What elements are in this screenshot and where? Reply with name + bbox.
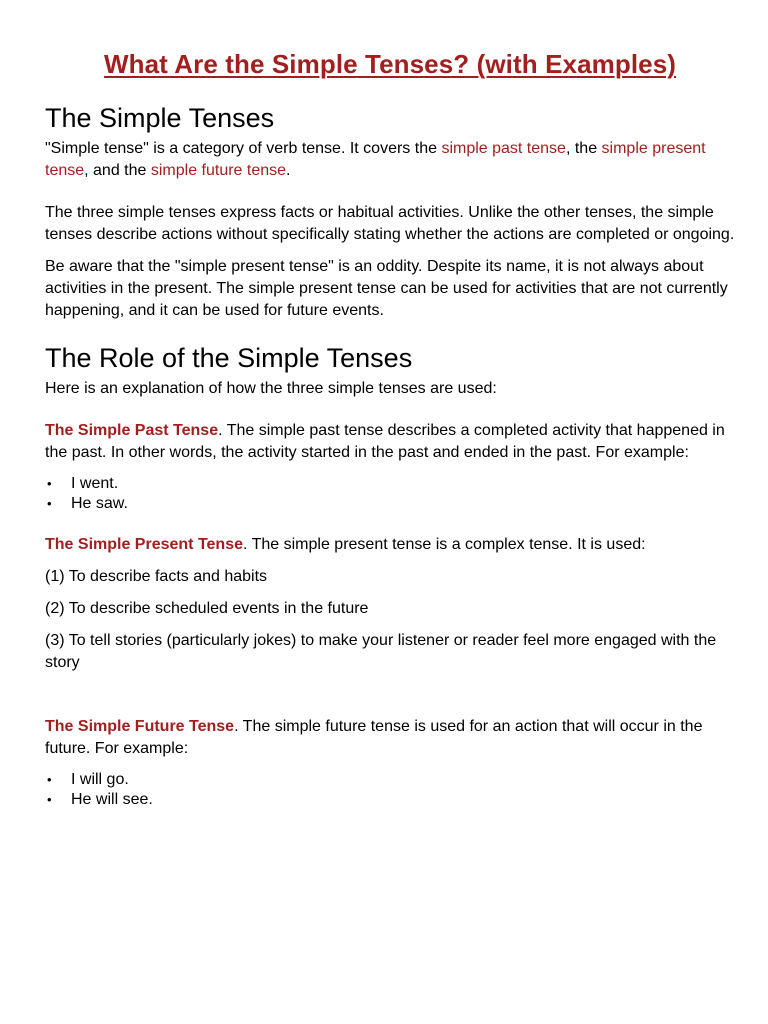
present-tense-text: . The simple present tense is a complex tense. It is used: xyxy=(243,536,646,553)
past-tense-paragraph xyxy=(45,420,735,464)
past-tense-label: The Simple Past Tense xyxy=(45,422,219,439)
list-item: • I went. xyxy=(45,474,735,494)
link-simple-present-tense[interactable]: simple present tense xyxy=(45,140,706,179)
future-tense-label: The Simple Future Tense xyxy=(45,718,235,735)
list-item: • He saw. xyxy=(45,494,735,514)
present-use-2: (2) To describe scheduled events in the future xyxy=(45,600,369,617)
present-tense-label: The Simple Present Tense xyxy=(45,536,243,553)
link-simple-future-tense[interactable]: simple future tense xyxy=(150,162,287,179)
present-tense-paragraph xyxy=(45,534,735,556)
link-simple-past-tense[interactable]: simple past tense xyxy=(441,140,566,157)
intro-paragraph xyxy=(45,138,735,182)
future-examples-list xyxy=(45,770,735,810)
role-intro: Here is an explanation of how the three simple tenses are used: xyxy=(45,380,497,397)
intro-text-4: . xyxy=(286,162,291,179)
past-examples-list xyxy=(45,474,735,514)
heading-role: The Role of the Simple Tenses xyxy=(45,343,413,373)
document-title: What Are the Simple Tenses? (with Examples) xyxy=(103,49,677,79)
intro-text-1: "Simple tense" is a category of verb tense. It covers the xyxy=(45,140,442,157)
future-tense-text: . The simple future tense is used for an action that will occur in the future. For example: xyxy=(45,718,703,757)
present-use-1: (1) To describe facts and habits xyxy=(45,568,268,585)
intro-text-2: , the xyxy=(565,140,602,157)
heading-simple-tenses: The Simple Tenses xyxy=(45,103,275,133)
present-use-3: (3) To tell stories (particularly jokes) to make your listener or reader feel more engaged with the story xyxy=(45,632,717,671)
past-tense-text: . The simple past tense describes a completed activity that happened in the past. In other words, the activity started in the past and ended in the past. For example: xyxy=(45,422,725,461)
intro-text-3: , and the xyxy=(84,162,151,179)
document-page xyxy=(45,46,735,810)
list-item: • He will see. xyxy=(45,790,735,810)
paragraph-habitual: The three simple tenses express facts or habitual activities. Unlike the other tenses, the simple tenses describe actions without specifically stating whether the actions are completed or ongoing. xyxy=(45,204,735,243)
list-item: • I will go. xyxy=(45,770,735,790)
paragraph-oddity: Be aware that the "simple present tense" is an oddity. Despite its name, it is not always about activities in the present. The simple present tense can be used for activities that are not currently happening, and it can be used for future events. xyxy=(45,258,728,319)
future-tense-paragraph xyxy=(45,716,735,760)
